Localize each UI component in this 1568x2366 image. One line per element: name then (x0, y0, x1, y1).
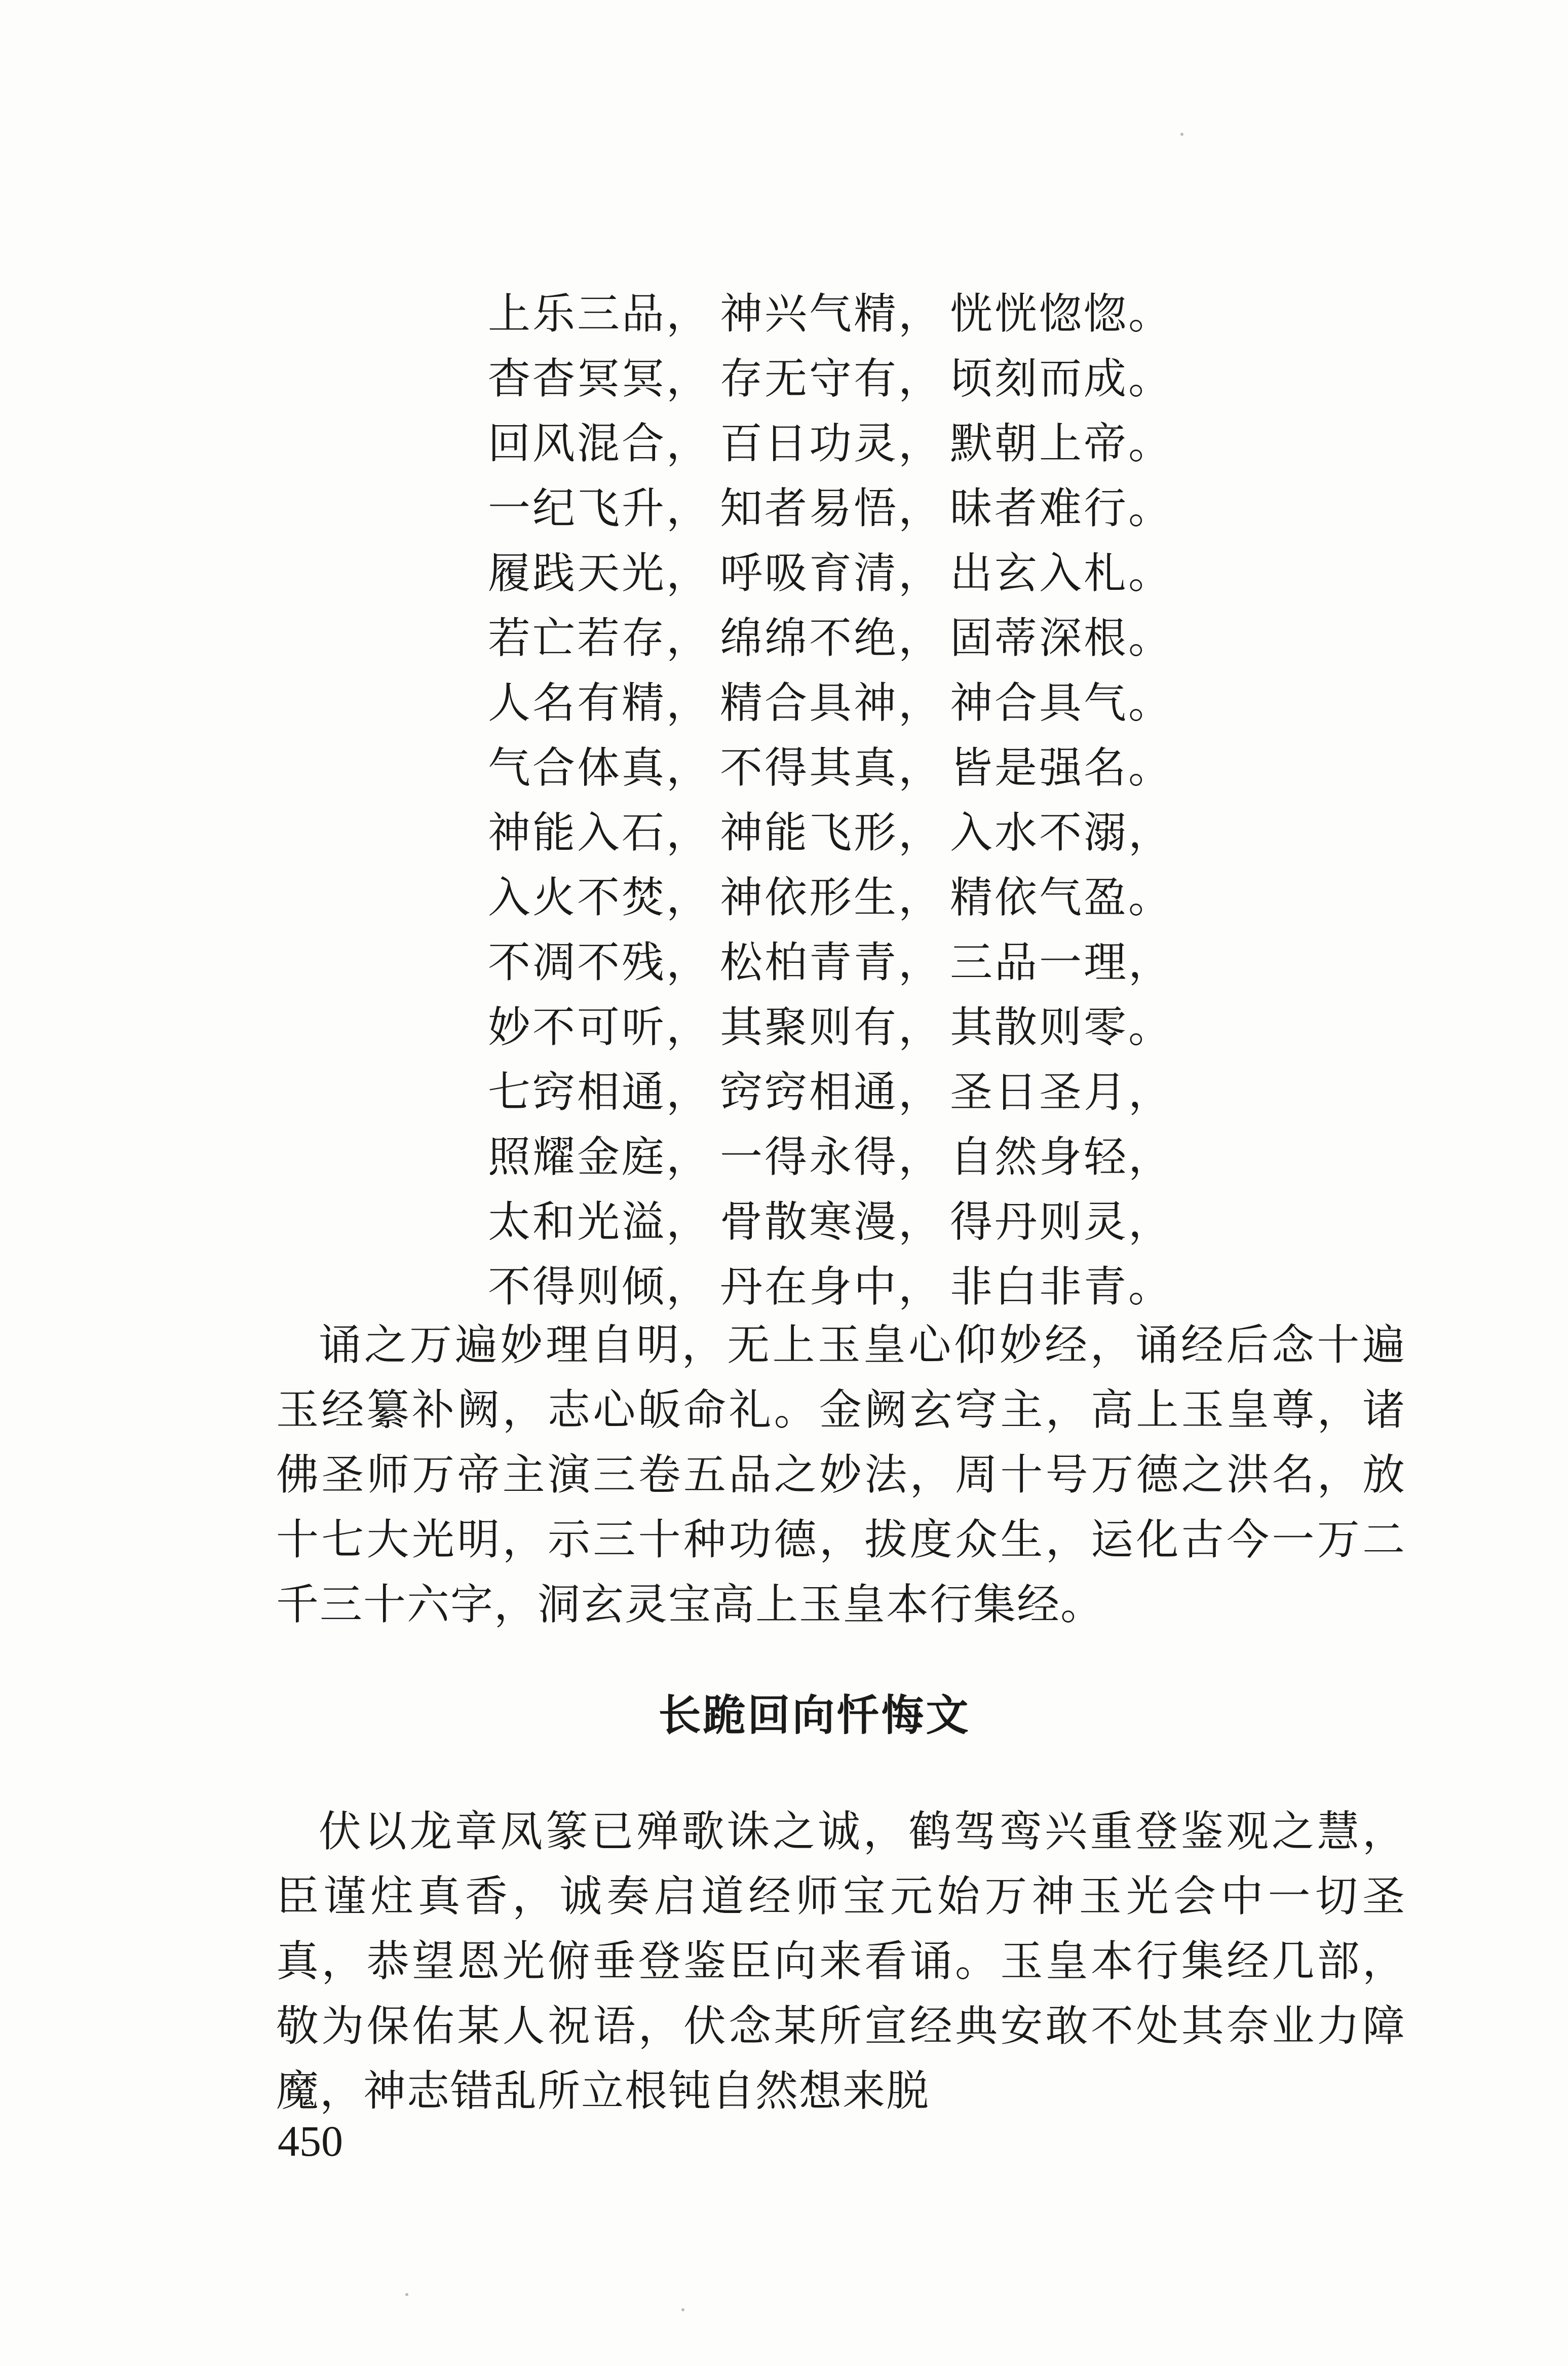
verse-row (488, 476, 1197, 541)
verse-phrase: 绵绵不绝， (720, 613, 943, 663)
verse-phrase: 入水不溺， (950, 808, 1173, 857)
verse-row (488, 735, 1197, 800)
verse-phrase: 骨散寒漫， (720, 1197, 943, 1247)
verse-row (488, 1124, 1197, 1189)
verse-phrase: 太和光溢， (488, 1197, 711, 1247)
verse-phrase: 不凋不残， (488, 937, 711, 987)
verse-phrase: 松柏青青， (720, 937, 943, 987)
verse-phrase: 默朝上帝。 (950, 419, 1173, 468)
verse-phrase: 恍恍惚惚。 (950, 289, 1173, 339)
verse-phrase: 固蒂深根。 (950, 613, 1173, 663)
verse-row (488, 1189, 1197, 1254)
verse-phrase: 皆是强名。 (950, 743, 1173, 793)
verse-phrase: 杳杳冥冥， (488, 354, 711, 403)
verse-phrase: 丹在身中， (720, 1262, 943, 1311)
verse-phrase: 七窍相通， (488, 1067, 711, 1117)
verse-phrase: 精依气盈。 (950, 873, 1173, 922)
verse-row (488, 800, 1197, 865)
print-speck (405, 2293, 408, 2296)
verse-phrase: 不得其真， (720, 743, 943, 793)
verse-phrase: 百日功灵， (720, 419, 943, 468)
verse-phrase: 神能飞形， (720, 808, 943, 857)
verse-phrase: 一纪飞升， (488, 483, 711, 533)
verse-phrase: 自然身轻， (950, 1132, 1173, 1182)
verse-row (488, 865, 1197, 930)
verse-phrase: 出玄入札。 (950, 548, 1173, 598)
verse-phrase: 精合具神， (720, 678, 943, 728)
verse-block (488, 281, 1197, 1319)
verse-phrase: 呼吸育清， (720, 548, 943, 598)
verse-phrase: 知者易悟， (720, 483, 943, 533)
verse-phrase: 人名有精， (488, 678, 711, 728)
paragraph-sutra-closing: 诵之万遍妙理自明，无上玉皇心仰妙经，诵经后念十遍玉经纂补阙，志心皈命礼。金阙玄穹主，高上玉皇尊，诸佛圣师万帝主演三卷五品之妙法，周十号万德之洪名，放十七大光明，示三十种功德，拔度众生，运化古今一万二千三十六字，洞玄灵宝高上玉皇本行集经。 (276, 1320, 1406, 1629)
verse-phrase: 得丹则灵， (950, 1197, 1173, 1247)
paragraph-repentance: 伏以龙章凤篆已殚歌诛之诚，鹤驾鸾兴重登鉴观之慧，臣谨炷真香，诚奏启道经师宝元始万神玉光会中一切圣真，恭望恩光俯垂登鉴臣向来看诵。玉皇本行集经几部，敬为保佑某人祝语，伏念某所宣经典安敢不处其奈业力障魔，神志错乱所立根钝自然想来脱 (276, 1807, 1406, 2116)
verse-phrase: 神合具气。 (950, 678, 1173, 728)
verse-phrase: 其聚则有， (720, 1002, 943, 1052)
verse-phrase: 回风混合， (488, 419, 711, 468)
verse-phrase: 履践天光， (488, 548, 711, 598)
verse-phrase: 神能入石， (488, 808, 711, 857)
verse-row (488, 670, 1197, 735)
verse-phrase: 窍窍相通， (720, 1067, 943, 1117)
verse-phrase: 三品一理， (950, 937, 1173, 987)
print-speck (681, 2308, 684, 2311)
verse-row (488, 346, 1197, 411)
verse-phrase: 不得则倾， (488, 1262, 711, 1311)
verse-row (488, 281, 1197, 346)
verse-phrase: 圣日圣月， (950, 1067, 1173, 1117)
verse-row (488, 411, 1197, 476)
print-speck (1180, 133, 1183, 136)
verse-phrase: 其散则零。 (950, 1002, 1173, 1052)
verse-phrase: 妙不可听， (488, 1002, 711, 1052)
verse-row (488, 606, 1197, 670)
verse-phrase: 神依形生， (720, 873, 943, 922)
verse-phrase: 照耀金庭， (488, 1132, 711, 1182)
verse-row (488, 995, 1197, 1060)
section-heading: 长跪回向忏悔文 (658, 1691, 971, 1740)
verse-phrase: 若亡若存， (488, 613, 711, 663)
verse-phrase: 存无守有， (720, 354, 943, 403)
page-number: 450 (278, 2117, 343, 2165)
verse-row (488, 930, 1197, 995)
verse-phrase: 非白非青。 (950, 1262, 1173, 1311)
verse-phrase: 上乐三品， (488, 289, 711, 339)
verse-row (488, 541, 1197, 606)
verse-phrase: 一得永得， (720, 1132, 943, 1182)
verse-row (488, 1254, 1197, 1319)
verse-phrase: 气合体真， (488, 743, 711, 793)
verse-phrase: 神兴气精， (720, 289, 943, 339)
verse-phrase: 昧者难行。 (950, 483, 1173, 533)
verse-row (488, 1060, 1197, 1124)
verse-phrase: 顷刻而成。 (950, 354, 1173, 403)
verse-phrase: 入火不焚， (488, 873, 711, 922)
